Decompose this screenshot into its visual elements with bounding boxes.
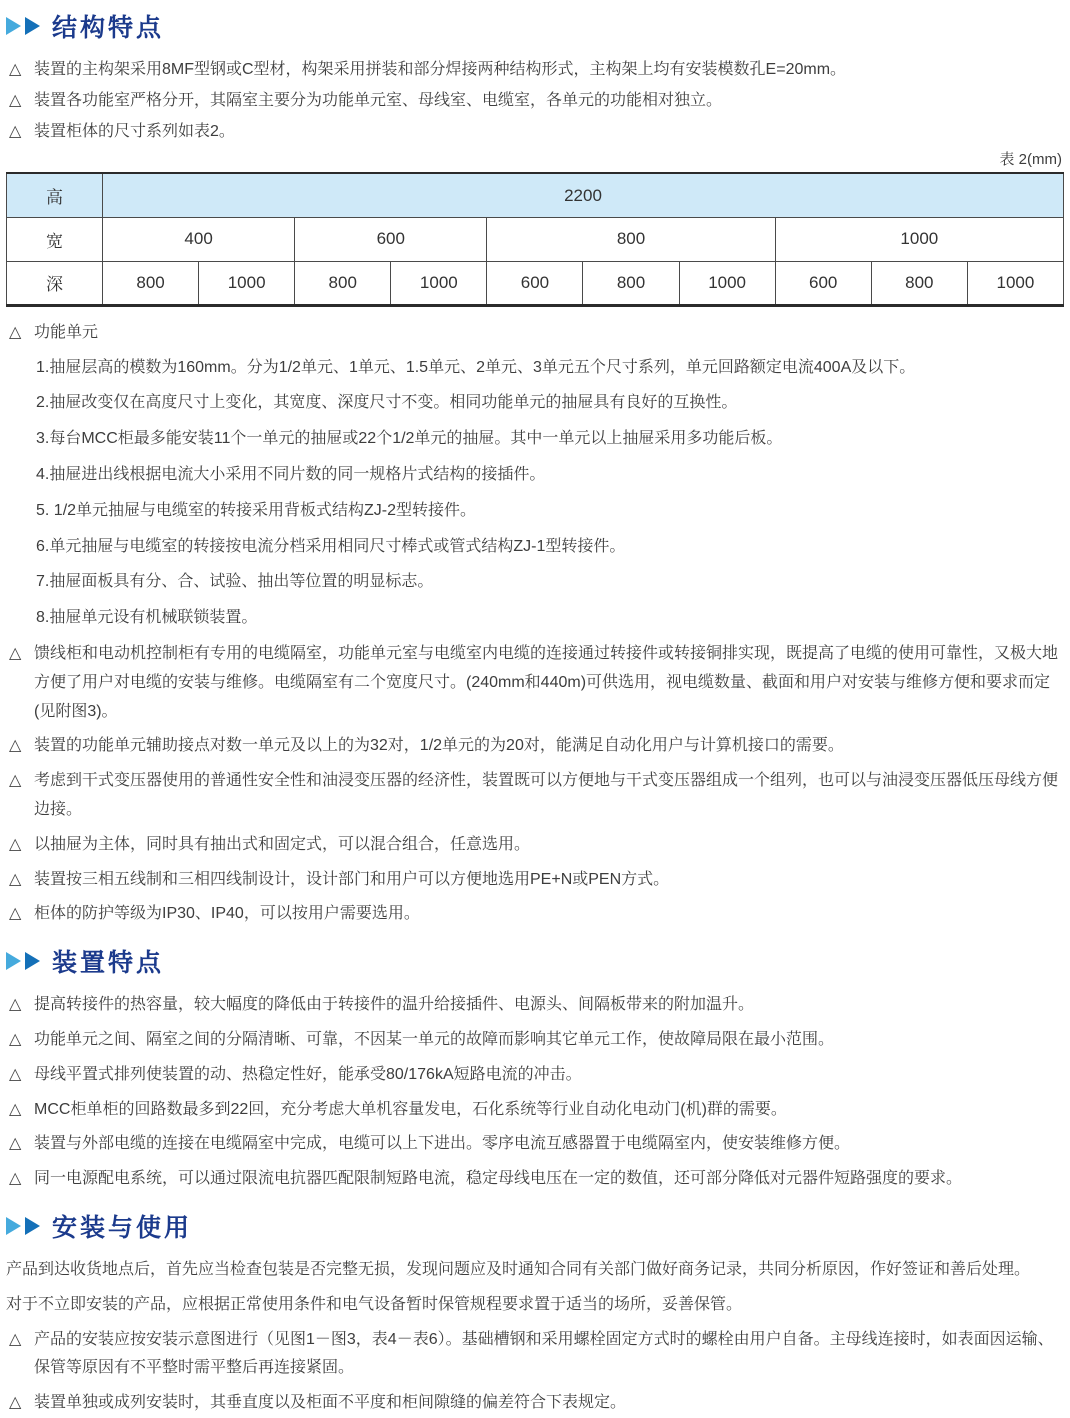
paragraph-text: 装置的主构架采用8MF型钢或C型材，构架采用拼装和部分焊接两种结构形式，主构架上均有安装模数孔E=20mm。 [34, 61, 847, 78]
paragraph-text: 提高转接件的热容量，较大幅度的降低由于转接件的温升给接插件、电源头、间隔板带来的附加温升。 [34, 996, 755, 1014]
depth-value-cell: 1000 [391, 261, 487, 305]
triangle-marker: △ [9, 1170, 22, 1188]
height-value-cell: 2200 [103, 173, 1064, 217]
triangle-marker: △ [9, 835, 22, 853]
chevron-right-icon [6, 952, 21, 970]
paragraph-text: 考虑到干式变压器使用的普通性安全性和油浸变压器的经济性，装置既可以方便地与干式变压器组成一个组列，也可以与油浸变压器低压母线方便边接。 [34, 772, 1059, 819]
triangle-marker: △ [9, 323, 22, 341]
section-title: 结构特点 [52, 14, 165, 42]
table-row-depth [7, 261, 1064, 305]
paragraph-text: 装置单独或成列安装时，其垂直度以及柜面不平度和柜间隙缝的偏差符合下表规定。 [34, 1394, 627, 1412]
paragraph-text: 以抽屉为主体，同时具有抽出式和固定式，可以混合组合，任意选用。 [34, 835, 531, 853]
depth-value-cell: 800 [295, 261, 391, 305]
paragraph-text: 装置按三相五线制和三相四线制设计，设计部门和用户可以方便地选用PE+N或PEN方式。 [34, 870, 670, 888]
triangle-marker: △ [9, 122, 22, 140]
functional-unit-list [6, 354, 1064, 633]
depth-value-cell: 800 [103, 261, 199, 305]
bullet-paragraph [6, 1130, 1064, 1159]
section-header-structural [6, 8, 1064, 44]
chevron-right-icon [6, 17, 21, 35]
width-value-cell: 400 [103, 217, 295, 261]
bullet-paragraph [6, 866, 1064, 895]
table-row-height [7, 173, 1064, 217]
triangle-marker: △ [9, 1100, 22, 1118]
structural-more-list [6, 640, 1064, 929]
section-header-install [6, 1208, 1064, 1244]
paragraph-text: 装置的功能单元辅助接点对数一单元及以上的为32对，1/2单元的为20对，能满足自动化用户与计算机接口的需要。 [34, 737, 844, 755]
cabinet-dimensions-table [6, 172, 1064, 307]
bullet-paragraph [6, 87, 1064, 116]
paragraph-text: 装置柜体的尺寸系列如表2。 [34, 122, 235, 140]
bullet-paragraph [6, 1326, 1064, 1384]
numbered-item: 5. 1/2单元抽屉与电缆室的转接采用背板式结构ZJ-2型转接件。 [36, 501, 477, 519]
width-value-cell: 800 [487, 217, 775, 261]
bullet-paragraph [6, 118, 1064, 147]
depth-value-cell: 1000 [967, 261, 1063, 305]
numbered-item: 1.抽屉层高的模数为160mm。分为1/2单元、1单元、1.5单元、2单元、3单元五个尺寸系列，单元回路额定电流400A及以下。 [36, 358, 916, 376]
table-caption: 表 2(mm) [999, 151, 1062, 169]
row-label-height: 高 [7, 173, 103, 217]
bullet-paragraph [6, 1061, 1064, 1090]
depth-value-cell: 800 [871, 261, 967, 305]
triangle-marker: △ [9, 61, 22, 78]
paragraph-text: 柜体的防护等级为IP30、IP40，可以按用户需要选用。 [34, 905, 420, 923]
bullet-paragraph [6, 1026, 1064, 1055]
bullet-paragraph [6, 1165, 1064, 1194]
numbered-item: 8.抽屉单元设有机械联锁装置。 [36, 609, 258, 627]
bullet-paragraph [6, 900, 1064, 929]
chevron-right-icon [25, 17, 40, 35]
paragraph-text: MCC柜单柜的回路数最多到22回，充分考虑大单机容量发电，石化系统等行业自动化电动门(机)群的需要。 [34, 1100, 787, 1118]
install-paragraph: 产品到达收货地点后，首先应当检查包装是否完整无损，发现问题应及时通知合同有关部门做好商务记录，共同分析原因，作好签证和善后处理。 [6, 1261, 1031, 1279]
triangle-marker: △ [9, 772, 22, 790]
paragraph-text: 装置与外部电缆的连接在电缆隔室中完成，电缆可以上下进出。零序电流互感器置于电缆隔室内，使安装维修方便。 [34, 1135, 851, 1153]
triangle-marker: △ [9, 1330, 22, 1348]
row-label-width: 宽 [7, 217, 103, 261]
paragraph-text: 同一电源配电系统，可以通过限流电抗器匹配限制短路电流，稳定母线电压在一定的数值，还可部分降低对元器件短路强度的要求。 [34, 1170, 963, 1188]
triangle-marker: △ [9, 1135, 22, 1153]
chevron-right-icon [25, 1217, 40, 1235]
triangle-marker: △ [9, 91, 22, 109]
table-row-width [7, 217, 1064, 261]
numbered-item: 6.单元抽屉与电缆室的转接按电流分档采用相同尺寸棒式或管式结构ZJ-1型转接件。 [36, 537, 626, 555]
paragraph-text: 装置各功能室严格分开，其隔室主要分为功能单元室、母线室、电缆室，各单元的功能相对独立。 [34, 91, 723, 109]
functional-unit-heading: 功能单元 [34, 323, 99, 341]
bullet-paragraph [6, 831, 1064, 860]
bullet-paragraph [6, 56, 1064, 85]
install-paragraph: 对于不立即安装的产品，应根据正常使用条件和电气设备暂时保管规程要求置于适当的场所，妥善保管。 [6, 1295, 743, 1313]
section-title: 安装与使用 [52, 1214, 193, 1243]
structural-intro-list [6, 56, 1064, 146]
chevron-right-icon [25, 952, 40, 970]
depth-value-cell: 600 [775, 261, 871, 305]
paragraph-text: 产品的安装应按安装示意图进行（见图1－图3，表4－表6）。基础槽钢和采用螺栓固定方式时的螺栓由用户自备。主母线连接时，如表面因运输、保管等原因有不平整时需平整后再连接紧固。 [34, 1330, 1054, 1377]
triangle-marker: △ [9, 1394, 22, 1412]
triangle-marker: △ [9, 645, 22, 663]
triangle-marker: △ [9, 870, 22, 888]
section-header-device [6, 943, 1064, 979]
device-feature-list [6, 991, 1064, 1194]
depth-value-cell: 600 [487, 261, 583, 305]
width-value-cell: 1000 [775, 217, 1063, 261]
numbered-item: 3.每台MCC柜最多能安装11个一单元的抽屉或22个1/2单元的抽屉。其中一单元以上抽屉采用多功能后板。 [36, 430, 783, 448]
paragraph-text: 功能单元之间、隔室之间的分隔清晰、可靠，不因某一单元的故障而影响其它单元工作，使故障局限在最小范围。 [34, 1031, 835, 1049]
paragraph-text: 母线平置式排列使装置的动、热稳定性好，能承受80/176kA短路电流的冲击。 [34, 1065, 582, 1083]
width-value-cell: 600 [295, 217, 487, 261]
numbered-item: 2.抽屉改变仅在高度尺寸上变化，其宽度、深度尺寸不变。相同功能单元的抽屉具有良好的互换性。 [36, 394, 738, 412]
paragraph-text: 馈线柜和电动机控制柜有专用的电缆隔室，功能单元室与电缆室内电缆的连接通过转接件或转接铜排实现，既提高了电缆的使用可靠性，又极大地方便了用户对电缆的安装与维修。电缆隔室有二个宽度尺寸。(240mm和440m)可供选用，视电缆数量、截面和用户对安装与维修方便和要求而定(见附图3)。 [34, 645, 1059, 720]
bullet-paragraph [6, 991, 1064, 1020]
row-label-depth: 深 [7, 261, 103, 305]
triangle-marker: △ [9, 996, 22, 1014]
bullet-paragraph [6, 319, 1064, 348]
depth-value-cell: 800 [583, 261, 679, 305]
chevron-right-icon [6, 1217, 21, 1235]
install-item-list [6, 1326, 1064, 1418]
numbered-item: 4.抽屉进出线根据电流大小采用不同片数的同一规格片式结构的接插件。 [36, 466, 546, 484]
triangle-marker: △ [9, 737, 22, 755]
bullet-paragraph [6, 767, 1064, 825]
triangle-marker: △ [9, 1031, 22, 1049]
numbered-item: 7.抽屉面板具有分、合、试验、抽出等位置的明显标志。 [36, 573, 434, 591]
bullet-paragraph [6, 732, 1064, 761]
bullet-paragraph [6, 640, 1064, 726]
section-title: 装置特点 [52, 949, 165, 978]
depth-value-cell: 1000 [199, 261, 295, 305]
depth-value-cell: 1000 [679, 261, 775, 305]
triangle-marker: △ [9, 905, 22, 923]
bullet-paragraph [6, 1096, 1064, 1125]
triangle-marker: △ [9, 1065, 22, 1083]
